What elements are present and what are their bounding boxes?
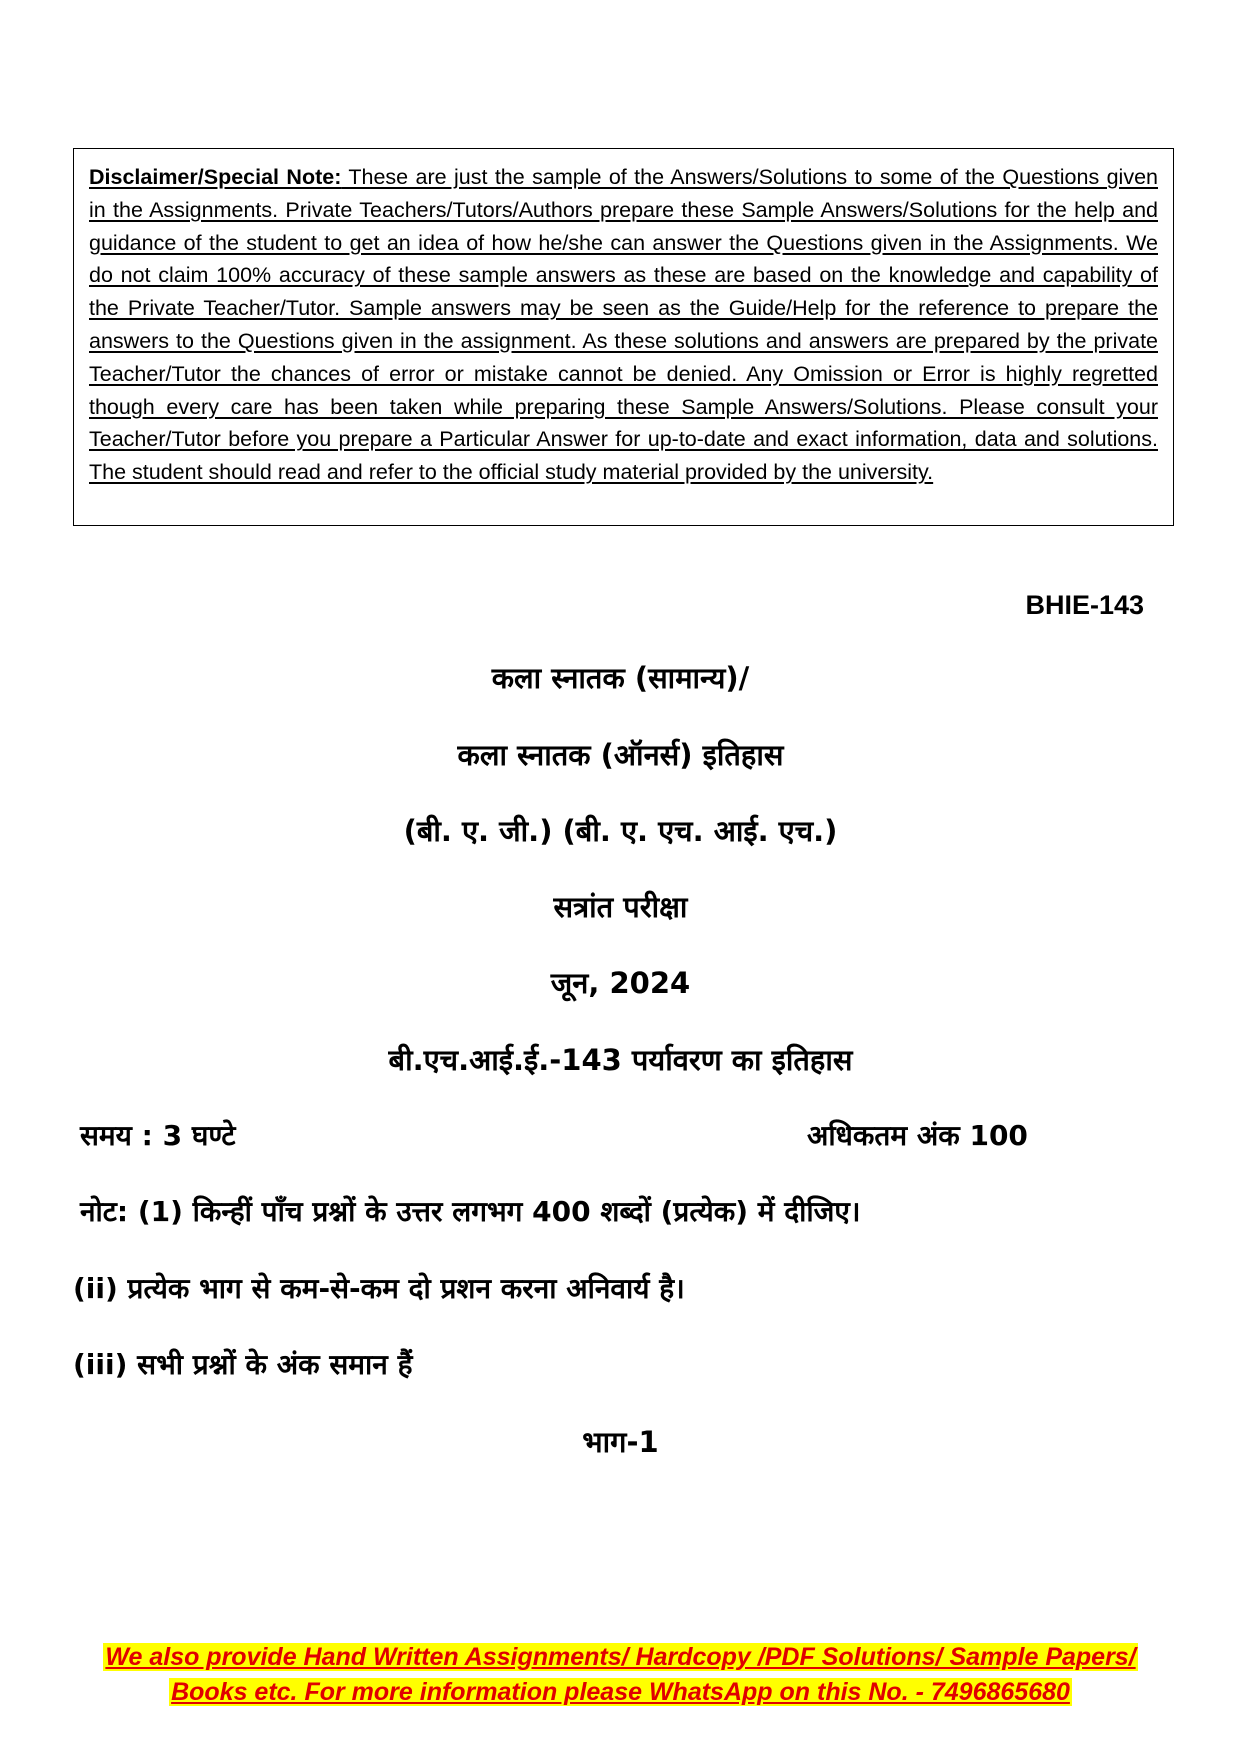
programme-title-general: कला स्नातक (सामान्य)/ bbox=[491, 661, 750, 695]
paper-title: बी.एच.आई.ई.-143 पर्यावरण का इतिहास bbox=[388, 1043, 853, 1077]
disclaimer-lead: Disclaimer/Special Note: bbox=[89, 165, 342, 189]
note-1: नोट: (1) किन्हीं पाँच प्रश्नों के उत्तर लगभग 400 शब्दों (प्रत्येक) में दीजिए। bbox=[80, 1195, 861, 1228]
programme-title-honours: कला स्नातक (ऑनर्स) इतिहास bbox=[457, 738, 784, 772]
section-title: भाग-1 bbox=[582, 1425, 659, 1459]
disclaimer-body: These are just the sample of the Answers/Solutions to some of the Questions given in the Assignments. Private Teachers/Tutors/Authors prepare these Sample Answers/Solutions for the help and guidance of the student to get an idea of how he/she can answer the Questions given in the Assignments. We do not claim 100% accuracy of these sample answers as these are based on the knowledge and capability of the Private Teacher/Tutor. Sample answers may be seen as the Guide/Help for the reference to prepare the answers to the Questions given in the assignment. As these solutions and answers are prepared by the private Teacher/Tutor the chances of error or mistake cannot be denied. Any Omission or Error is highly regretted though every care has been taken while preparing these Sample Answers/Solutions. Please consult your Teacher/Tutor before you prepare a Particular Answer for up-to-date and exact information, data and solutions. The student should read and refer to the official study material provided by the university. bbox=[89, 165, 1158, 485]
exam-time: समय : 3 घण्टे bbox=[80, 1119, 236, 1152]
note-2: (ii) प्रत्येक भाग से कम-से-कम दो प्रशन करना अनिवार्य है। bbox=[73, 1272, 685, 1305]
disclaimer-box bbox=[73, 148, 1174, 526]
footer-line-1: We also provide Hand Written Assignments/ Hardcopy /PDF Solutions/ Sample Papers/ bbox=[105, 1643, 1136, 1671]
exam-title: सत्रांत परीक्षा bbox=[553, 890, 688, 924]
max-marks: अधिकतम अंक 100 bbox=[807, 1119, 1028, 1152]
footer-promo bbox=[0, 1640, 1241, 1710]
course-code: BHIE-143 bbox=[1025, 590, 1144, 620]
note-3: (iii) सभी प्रश्नों के अंक समान हैं bbox=[73, 1348, 413, 1381]
footer-line-2: Books etc. For more information please WhatsApp on this No. - 7496865680 bbox=[171, 1678, 1070, 1706]
programme-abbreviations: (बी. ए. जी.) (बी. ए. एच. आई. एच.) bbox=[403, 814, 838, 848]
exam-date: जून, 2024 bbox=[550, 966, 691, 1000]
